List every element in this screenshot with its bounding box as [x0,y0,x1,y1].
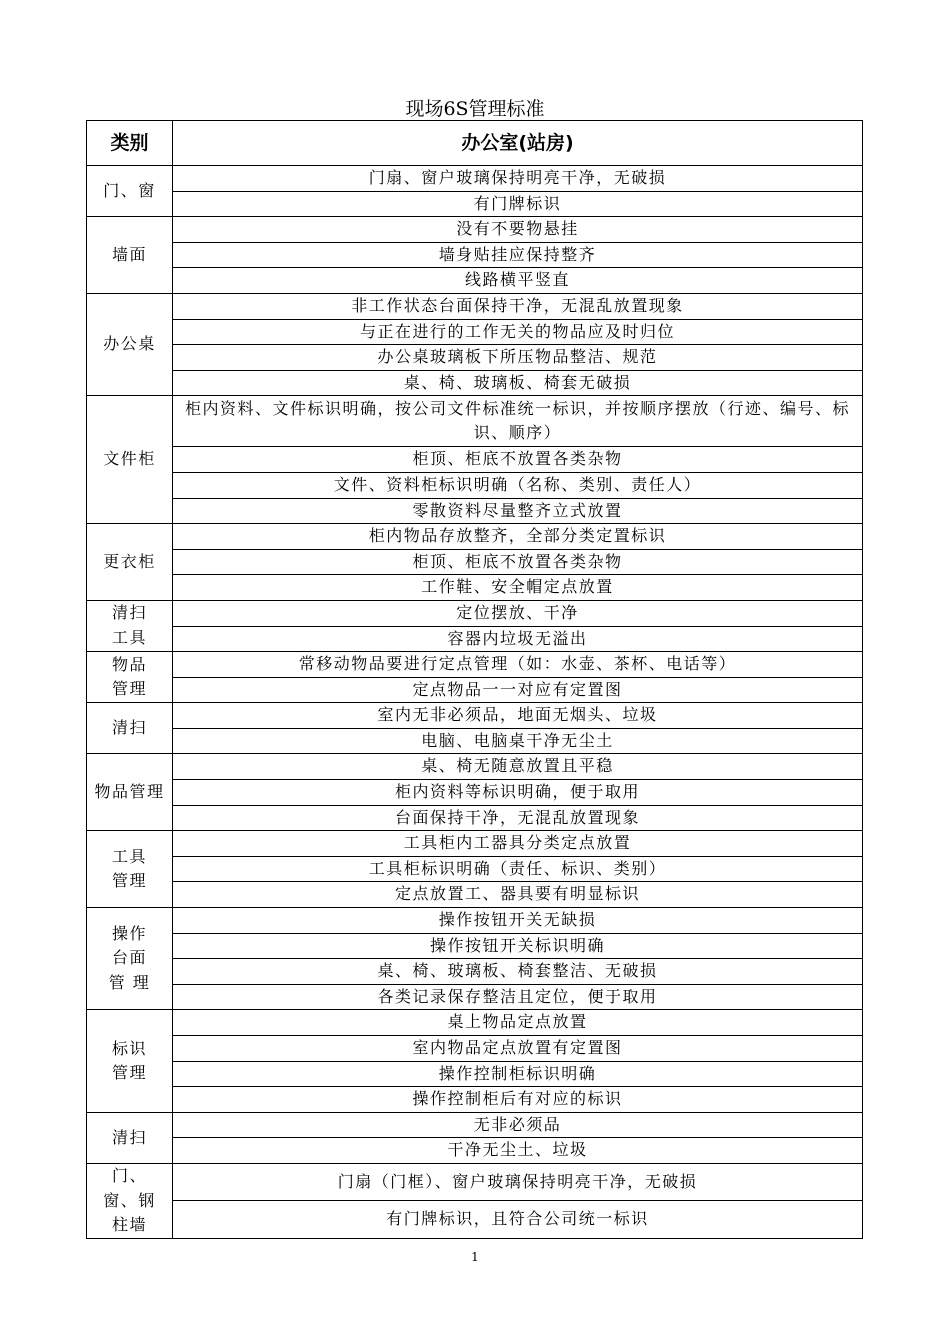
table-row [87,447,863,473]
category-cell [87,703,173,754]
standard-item: 无非必须品 [173,1112,863,1138]
page-number: 1 [471,1250,479,1264]
standard-item: 文件、资料柜标识明确（名称、类别、责任人） [173,472,863,498]
standard-item: 干净无尘土、垃圾 [173,1138,863,1164]
standard-item: 定点物品一一对应有定置图 [173,677,863,703]
table-row [87,472,863,498]
category-cell [87,908,173,1010]
standard-item: 操作按钮开关无缺损 [173,908,863,934]
table-row [87,805,863,831]
standard-item: 有门牌标识，且符合公司统一标识 [173,1201,863,1238]
table-row [87,1163,863,1200]
category-cell [87,1010,173,1112]
table-row [87,498,863,524]
table-row [87,396,863,447]
standard-item: 定点放置工、器具要有明显标识 [173,882,863,908]
standard-item: 桌、椅、玻璃板、椅套无破损 [173,370,863,396]
header-office: 办公室(站房) [173,121,863,166]
table-row [87,370,863,396]
standard-item: 室内物品定点放置有定置图 [173,1036,863,1062]
table-row [87,319,863,345]
standard-item: 柜内资料等标识明确，便于取用 [173,780,863,806]
standard-item: 桌上物品定点放置 [173,1010,863,1036]
standard-item: 门扇、窗户玻璃保持明亮干净，无破损 [173,166,863,192]
table-row [87,191,863,217]
category-label: 清扫工具 [111,603,147,647]
standard-item: 与正在进行的工作无关的物品应及时归位 [173,319,863,345]
table-row [87,856,863,882]
table-row [87,1112,863,1138]
table-row [87,575,863,601]
category-label: 墙面 [111,244,147,264]
table-row [87,600,863,626]
standard-item: 门扇（门框）、窗户玻璃保持明亮干净，无破损 [173,1163,863,1200]
standard-item: 操作控制柜后有对应的标识 [173,1087,863,1113]
category-cell [87,652,173,703]
table-row [87,242,863,268]
standard-item: 电脑、电脑桌干净无尘土 [173,728,863,754]
category-label: 清扫 [111,718,147,738]
standard-item: 非工作状态台面保持干净，无混乱放置现象 [173,293,863,319]
category-label: 门、窗、钢柱墙 [103,1165,156,1235]
category-cell [87,1112,173,1163]
table-row [87,728,863,754]
table-body [87,166,863,1239]
standard-item: 常移动物品要进行定点管理（如：水壶、茶杯、电话等） [173,652,863,678]
table-row [87,677,863,703]
standard-item: 墙身贴挂应保持整齐 [173,242,863,268]
standard-item: 桌、椅无随意放置且平稳 [173,754,863,780]
category-label: 清扫 [111,1127,147,1147]
table-row [87,1087,863,1113]
table-row [87,549,863,575]
table-row [87,1138,863,1164]
table-row [87,882,863,908]
table-row [87,908,863,934]
standard-item: 柜顶、柜底不放置各类杂物 [173,447,863,473]
table-row [87,1201,863,1238]
standard-item: 工作鞋、安全帽定点放置 [173,575,863,601]
standard-item: 容器内垃圾无溢出 [173,626,863,652]
category-cell [87,754,173,831]
table-row [87,1036,863,1062]
table-row [87,1010,863,1036]
standard-item: 各类记录保存整洁且定位，便于取用 [173,984,863,1010]
table-row [87,959,863,985]
standard-item: 办公桌玻璃板下所压物品整洁、规范 [173,345,863,371]
category-label: 办公桌 [103,334,156,354]
table-row [87,345,863,371]
header-category: 类别 [87,121,173,166]
table-row [87,524,863,550]
standard-item: 没有不要物悬挂 [173,217,863,243]
category-cell [87,600,173,651]
table-row [87,754,863,780]
standard-item: 室内无非必须品，地面无烟头、垃圾 [173,703,863,729]
standard-item: 操作控制柜标识明确 [173,1061,863,1087]
table-row [87,217,863,243]
standard-item: 工具柜内工器具分类定点放置 [173,831,863,857]
standard-item: 定位摆放、干净 [173,600,863,626]
table-row [87,1061,863,1087]
standard-item: 零散资料尽量整齐立式放置 [173,498,863,524]
table-row [87,703,863,729]
category-label: 工具管理 [111,846,147,891]
category-label: 操作台面 管 理 [108,923,151,993]
table-row [87,268,863,294]
page-title: 现场6S管理标准 [405,98,545,120]
standard-item: 柜内物品存放整齐，全部分类定置标识 [173,524,863,550]
table-row [87,626,863,652]
category-label: 物品管理 [94,782,165,802]
category-cell [87,524,173,601]
standard-item: 有门牌标识 [173,191,863,217]
table-row [87,652,863,678]
standard-item: 柜内资料、文件标识明确，按公司文件标准统一标识，并按顺序摆放（行迹、编号、标识、顺序） [173,396,863,447]
standard-item: 柜顶、柜底不放置各类杂物 [173,549,863,575]
category-cell [87,831,173,908]
table-row [87,933,863,959]
standard-item: 工具柜标识明确（责任、标识、类别） [173,856,863,882]
standard-item: 桌、椅、玻璃板、椅套整洁、无破损 [173,959,863,985]
table-header-row [87,121,863,166]
standard-item: 操作按钮开关标识明确 [173,933,863,959]
table-row [87,831,863,857]
category-label: 标识管理 [111,1038,147,1083]
table-row [87,293,863,319]
standard-item: 线路横平竖直 [173,268,863,294]
category-cell [87,293,173,395]
category-label: 门、窗 [103,180,156,200]
table-row [87,780,863,806]
category-cell [87,217,173,294]
table-row [87,984,863,1010]
category-label: 更衣柜 [103,551,156,571]
category-label: 文件柜 [103,449,156,469]
category-cell [87,166,173,217]
category-label: 物品管理 [111,654,147,699]
standards-table [86,120,863,1239]
table-row [87,166,863,192]
category-cell [87,396,173,524]
category-cell [87,1163,173,1238]
standard-item: 台面保持干净，无混乱放置现象 [173,805,863,831]
